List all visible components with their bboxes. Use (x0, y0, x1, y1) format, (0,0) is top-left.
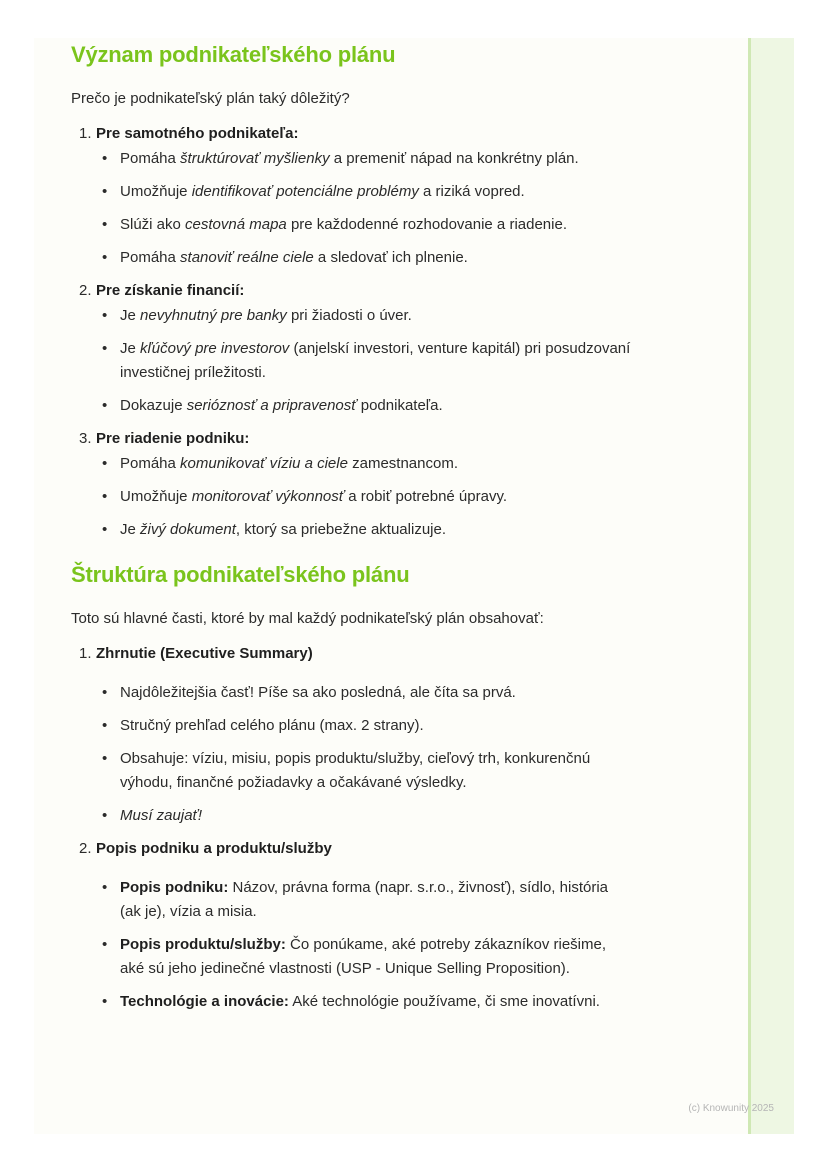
copyright-footer: (c) Knowunity 2025 (688, 1103, 774, 1114)
bullet-item: • Obsahuje: víziu, misiu, popis produktu/služby, cieľový trh, konkurenčnú výhodu, finančné požiadavky a očakávané výsledky. (102, 747, 741, 795)
list-item (71, 428, 741, 542)
list-number: 2. (79, 282, 92, 299)
bullet-item: • Najdôležitejšia časť! Píše sa ako posledná, ale číta sa prvá. (102, 681, 741, 705)
bullet-item: • Popis podniku: Názov, právna forma (napr. s.r.o., živnosť), sídlo, história (ak je), vízia a misia. (102, 876, 741, 924)
list-number: 3. (79, 430, 92, 447)
list-title: Zhrnutie (Executive Summary) (96, 645, 313, 662)
bullet-icon: • (102, 750, 108, 767)
list-title: Pre riadenie podniku: (96, 430, 250, 447)
bullet-icon: • (102, 249, 108, 266)
list-title: Popis podniku a produktu/služby (96, 840, 332, 857)
bullet-item: • Je kľúčový pre investorov (anjelskí investori, venture kapitál) pri posudzovaní investičnej príležitosti. (102, 337, 741, 385)
bullet-icon: • (102, 488, 108, 505)
bullet-icon: • (102, 521, 108, 538)
document-content (71, 40, 741, 1024)
side-margin-strip (748, 38, 794, 1134)
list-title: Pre získanie financií: (96, 282, 245, 299)
bullet-item: • Pomáha stanoviť reálne ciele a sledovať ich plnenie. (102, 246, 741, 270)
list-number: 2. (79, 840, 92, 857)
bullet-item: • Pomáha komunikovať víziu a ciele zamestnancom. (102, 452, 741, 476)
bullet-icon: • (102, 993, 108, 1010)
bullet-icon: • (102, 936, 108, 953)
bullet-icon: • (102, 807, 108, 824)
bullet-icon: • (102, 216, 108, 233)
bullet-icon: • (102, 340, 108, 357)
section-heading-vyznam: Význam podnikateľského plánu (71, 42, 396, 67)
bullet-item: • Dokazuje serióznosť a pripravenosť podnikateľa. (102, 394, 741, 418)
bullet-icon: • (102, 684, 108, 701)
numbered-list (71, 643, 741, 1014)
list-item (71, 838, 741, 1014)
bullet-item: • Pomáha štruktúrovať myšlienky a premeniť nápad na konkrétny plán. (102, 147, 741, 171)
bullet-list (71, 147, 741, 270)
bullet-list (71, 304, 741, 418)
list-item (71, 123, 741, 270)
numbered-list (71, 123, 741, 542)
bullet-item: • Umožňuje identifikovať potenciálne problémy a riziká vopred. (102, 180, 741, 204)
list-item (71, 643, 741, 828)
bullet-item: • Technológie a inovácie: Aké technológie používame, či sme inovatívni. (102, 990, 741, 1014)
bullet-item: • Slúži ako cestovná mapa pre každodenné rozhodovanie a riadenie. (102, 213, 741, 237)
bullet-icon: • (102, 183, 108, 200)
section-intro: Prečo je podnikateľský plán taký dôležitý? (71, 90, 350, 107)
bullet-list (71, 876, 741, 1014)
list-item (71, 280, 741, 418)
bullet-icon: • (102, 717, 108, 734)
bullet-icon: • (102, 397, 108, 414)
bullet-item: • Musí zaujať! (102, 804, 741, 828)
bullet-item: • Stručný prehľad celého plánu (max. 2 strany). (102, 714, 741, 738)
section-intro: Toto sú hlavné časti, ktoré by mal každý podnikateľský plán obsahovať: (71, 610, 544, 627)
section-heading-struktura: Štruktúra podnikateľského plánu (71, 562, 410, 587)
bullet-list (71, 452, 741, 542)
list-number: 1. (79, 645, 92, 662)
bullet-item: • Je nevyhnutný pre banky pri žiadosti o úver. (102, 304, 741, 328)
bullet-icon: • (102, 150, 108, 167)
bullet-item: • Je živý dokument, ktorý sa priebežne aktualizuje. (102, 518, 741, 542)
bullet-list (71, 681, 741, 828)
bullet-item: • Popis produktu/služby: Čo ponúkame, aké potreby zákazníkov riešime, aké sú jeho jedinečné vlastnosti (USP - Unique Selling Proposition). (102, 933, 741, 981)
bullet-icon: • (102, 879, 108, 896)
list-number: 1. (79, 125, 92, 142)
bullet-icon: • (102, 455, 108, 472)
bullet-item: • Umožňuje monitorovať výkonnosť a robiť potrebné úpravy. (102, 485, 741, 509)
list-title: Pre samotného podnikateľa: (96, 125, 299, 142)
bullet-icon: • (102, 307, 108, 324)
